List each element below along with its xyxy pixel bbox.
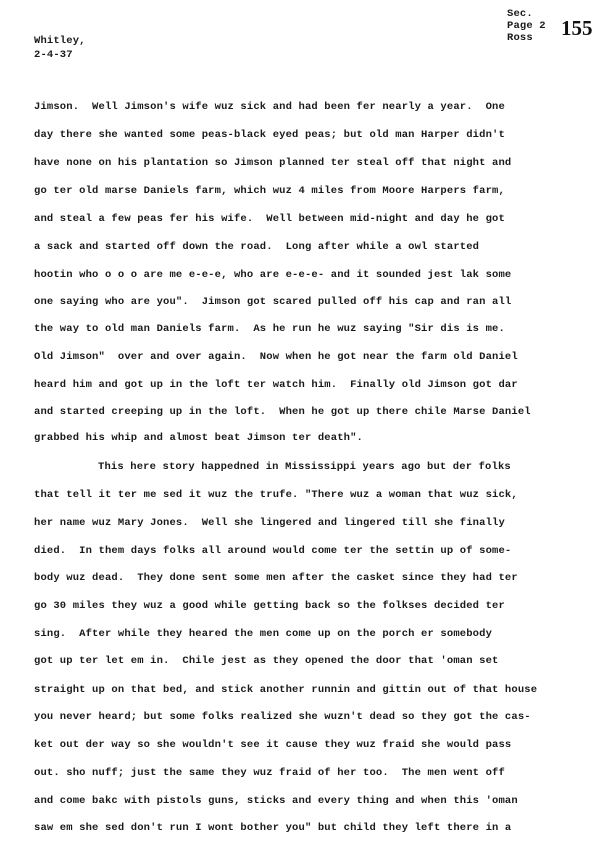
body-line: out. sho nuff; just the same they wuz fraid of her too. The men went off xyxy=(34,767,505,779)
body-line: body wuz dead. They done sent some men after the casket since they had ter xyxy=(34,572,518,584)
body-line: and come bakc with pistols guns, sticks and every thing and when this 'oman xyxy=(34,795,518,807)
body-line: hootin who o o o are me e-e-e, who are e-e-e- and it sounded jest lak some xyxy=(34,269,512,281)
body-line: her name wuz Mary Jones. Well she lingered and lingered till she finally xyxy=(34,517,505,529)
folio-number: 155 xyxy=(561,16,593,40)
body-line: and started creeping up in the loft. When he got up there chile Marse Daniel xyxy=(34,406,531,418)
header-reference xyxy=(507,8,546,44)
body-line: died. In them days folks all around would come ter the settin up of some- xyxy=(34,545,512,557)
body-line: Old Jimson" over and over again. Now when he got near the farm old Daniel xyxy=(34,351,518,363)
body-line: day there she wanted some peas-black eyed peas; but old man Harper didn't xyxy=(34,129,505,141)
page-label: Page 2 xyxy=(507,20,546,32)
body-line: sing. After while they heared the men come up on the porch er somebody xyxy=(34,628,493,640)
body-line: you never heard; but some folks realized she wuzn't dead so they got the cas- xyxy=(34,711,531,723)
body-line: saw em she sed don't run I wont bother you" but child they left there in a xyxy=(34,822,512,834)
body-line: one saying who are you". Jimson got scared pulled off his cap and ran all xyxy=(34,296,512,308)
paragraph-start-line: This here story happedned in Mississippi years ago but der folks xyxy=(98,461,511,473)
body-line: that tell it ter me sed it wuz the trufe. "There wuz a woman that wuz sick, xyxy=(34,489,518,501)
body-line: ket out der way so she wouldn't see it cause they wuz fraid she would pass xyxy=(34,739,512,751)
section-label: Sec. xyxy=(507,8,533,20)
author-name: Whitley, xyxy=(34,35,86,47)
body-line: got up ter let em in. Chile jest as they opened the door that 'oman set xyxy=(34,655,499,667)
body-line: Jimson. Well Jimson's wife wuz sick and had been fer nearly a year. One xyxy=(34,101,505,113)
body-line: go ter old marse Daniels farm, which wuz 4 miles from Moore Harpers farm, xyxy=(34,185,505,197)
body-line: have none on his plantation so Jimson planned ter steal off that night and xyxy=(34,157,512,169)
series-label: Ross xyxy=(507,32,533,44)
document-date: 2-4-37 xyxy=(34,49,73,61)
body-line: a sack and started off down the road. Long after while a owl started xyxy=(34,241,480,253)
body-line: and steal a few peas fer his wife. Well between mid-night and day he got xyxy=(34,213,505,225)
body-line: grabbed his whip and almost beat Jimson ter death". xyxy=(34,432,364,444)
body-line: straight up on that bed, and stick another runnin and gittin out of that house xyxy=(34,684,538,696)
body-line: go 30 miles they wuz a good while getting back so the folkses decided ter xyxy=(34,600,505,612)
header-author-date xyxy=(34,34,86,62)
body-line: the way to old man Daniels farm. As he run he wuz saying "Sir dis is me. xyxy=(34,323,505,335)
body-line: heard him and got up in the loft ter watch him. Finally old Jimson got dar xyxy=(34,379,518,391)
